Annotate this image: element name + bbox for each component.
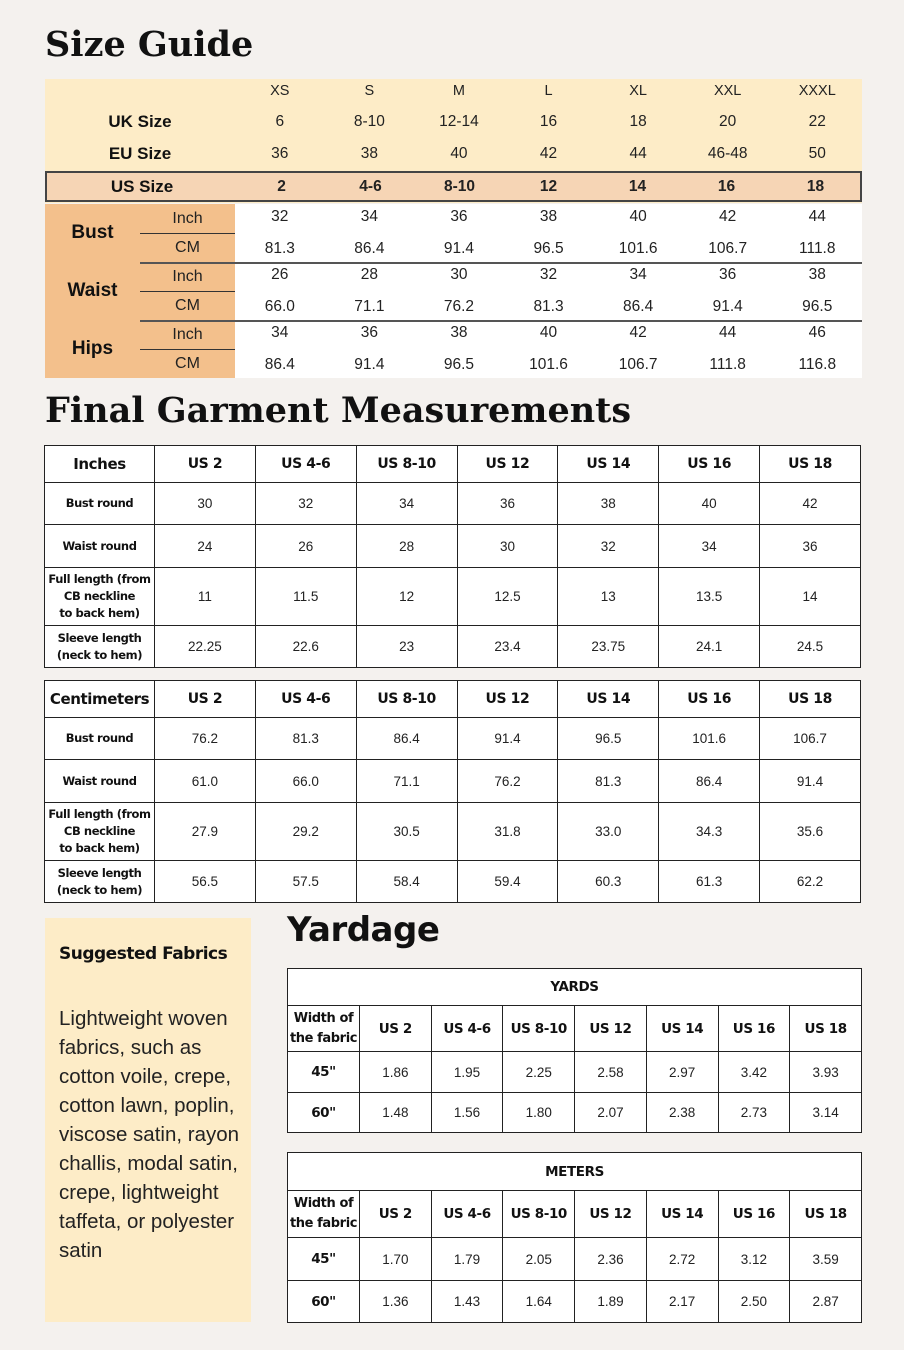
table-cell: 30 bbox=[155, 483, 256, 525]
size-header: US 8-10 bbox=[356, 681, 457, 718]
value-cell: 42 bbox=[719, 208, 737, 225]
table-cell: 24.5 bbox=[760, 626, 861, 668]
row-label-line: CB neckline bbox=[63, 824, 136, 838]
table-cell: 30.5 bbox=[356, 803, 457, 861]
value-cell: 34 bbox=[271, 324, 289, 341]
value-cell: 36 bbox=[719, 266, 737, 283]
table-cell: 26 bbox=[255, 525, 356, 568]
value-cell: 44 bbox=[808, 208, 826, 225]
table-cell: 32 bbox=[255, 483, 356, 525]
size-header: US 12 bbox=[575, 1191, 647, 1238]
table-cell: 66.0 bbox=[255, 760, 356, 803]
hips-group bbox=[45, 320, 862, 378]
table-cell: 1.43 bbox=[431, 1281, 503, 1323]
table-row bbox=[45, 718, 861, 760]
size-cell: 16 bbox=[539, 113, 558, 130]
table-cell: 2.25 bbox=[503, 1052, 575, 1093]
row-label-line: (neck to hem) bbox=[56, 647, 143, 662]
table-cell: 1.80 bbox=[503, 1093, 575, 1133]
row-label bbox=[45, 861, 155, 903]
inch-label: Inch bbox=[172, 326, 203, 343]
size-header: US 4-6 bbox=[431, 1191, 503, 1238]
table-cell: 22.6 bbox=[255, 626, 356, 668]
table-cell: 33.0 bbox=[558, 803, 659, 861]
table-cell: 30 bbox=[457, 525, 558, 568]
suggested-fabrics-title: Suggested Fabrics bbox=[59, 944, 228, 964]
value-cell: 44 bbox=[719, 324, 737, 341]
table-cell: 27.9 bbox=[155, 803, 256, 861]
size-header: US 2 bbox=[155, 446, 256, 483]
row-label-line: (neck to hem) bbox=[56, 882, 143, 897]
size-cell: 12 bbox=[539, 178, 558, 195]
size-cell: 44 bbox=[629, 145, 647, 162]
value-cell: 96.5 bbox=[443, 356, 475, 373]
waist-group bbox=[45, 262, 862, 320]
table-cell: 1.36 bbox=[360, 1281, 432, 1323]
size-header: US 18 bbox=[760, 446, 861, 483]
table-row bbox=[288, 1052, 862, 1093]
value-cell: 111.8 bbox=[799, 240, 836, 257]
value-cell: 38 bbox=[450, 324, 468, 341]
eu-size-label: EU Size bbox=[108, 144, 172, 163]
size-header: US 4-6 bbox=[255, 446, 356, 483]
value-cell: 111.8 bbox=[709, 356, 746, 373]
table-caption-row bbox=[288, 1153, 862, 1191]
row-label bbox=[45, 626, 155, 668]
uk-size-label: UK Size bbox=[108, 112, 172, 131]
table-cell: 34.3 bbox=[659, 803, 760, 861]
size-header: US 14 bbox=[646, 1006, 718, 1052]
size-header: US 18 bbox=[790, 1191, 862, 1238]
table-cell: 23.75 bbox=[558, 626, 659, 668]
table-cell: 81.3 bbox=[255, 718, 356, 760]
value-cell: 106.7 bbox=[618, 356, 658, 373]
table-caption-row bbox=[288, 969, 862, 1006]
value-cell: 116.8 bbox=[798, 356, 837, 373]
value-cell: 86.4 bbox=[623, 298, 654, 315]
row-label-line: to back hem) bbox=[59, 841, 140, 855]
row-label: 45" bbox=[288, 1238, 360, 1281]
row-label: Waist round bbox=[45, 525, 155, 568]
table-cell: 13.5 bbox=[659, 568, 760, 626]
table-cell: 2.38 bbox=[646, 1093, 718, 1133]
table-row bbox=[45, 525, 861, 568]
size-header: US 18 bbox=[790, 1006, 862, 1052]
table-cell: 2.97 bbox=[646, 1052, 718, 1093]
hips-inch-row bbox=[235, 320, 862, 349]
size-cell: XXXL bbox=[798, 83, 836, 99]
size-cell: 36 bbox=[271, 145, 289, 162]
table-cell: 40 bbox=[659, 483, 760, 525]
value-cell: 66.0 bbox=[264, 298, 295, 315]
size-header: US 2 bbox=[360, 1006, 432, 1052]
table-cell: 36 bbox=[457, 483, 558, 525]
row-label bbox=[45, 568, 155, 626]
row-label-line: CB neckline bbox=[63, 589, 136, 603]
table-cell: 38 bbox=[558, 483, 659, 525]
size-cell: XL bbox=[629, 83, 647, 99]
value-cell: 28 bbox=[360, 266, 378, 283]
bust-group bbox=[45, 204, 862, 262]
size-cell: 12-14 bbox=[439, 113, 479, 130]
inch-label: Inch bbox=[172, 268, 203, 285]
table-cell: 3.12 bbox=[718, 1238, 790, 1281]
hips-cm-row bbox=[235, 349, 862, 378]
value-cell: 36 bbox=[360, 324, 378, 341]
size-header: US 14 bbox=[558, 681, 659, 718]
table-cell: 2.36 bbox=[575, 1238, 647, 1281]
value-cell: 38 bbox=[808, 266, 826, 283]
table-cell: 1.70 bbox=[360, 1238, 432, 1281]
size-header: US 4-6 bbox=[431, 1006, 503, 1052]
table-header-row bbox=[288, 1006, 862, 1052]
table-cell: 1.86 bbox=[360, 1052, 432, 1093]
table-cell: 28 bbox=[356, 525, 457, 568]
size-cell: 22 bbox=[808, 113, 826, 130]
size-cell: 4-6 bbox=[359, 178, 382, 195]
table-cell: 76.2 bbox=[155, 718, 256, 760]
table-cell: 24 bbox=[155, 525, 256, 568]
table-cell: 12.5 bbox=[457, 568, 558, 626]
value-cell: 81.3 bbox=[533, 298, 564, 315]
table-cell: 58.4 bbox=[356, 861, 457, 903]
value-cell: 91.4 bbox=[354, 356, 385, 373]
value-cell: 81.3 bbox=[264, 240, 295, 257]
uk-size-row bbox=[45, 106, 862, 137]
table-cell: 106.7 bbox=[760, 718, 861, 760]
table-row bbox=[45, 483, 861, 525]
value-cell: 96.5 bbox=[533, 240, 564, 257]
size-header: US 14 bbox=[646, 1191, 718, 1238]
value-cell: 76.2 bbox=[443, 298, 475, 315]
value-cell: 91.4 bbox=[443, 240, 475, 257]
table-cell: 2.72 bbox=[646, 1238, 718, 1281]
value-cell: 106.7 bbox=[708, 240, 748, 257]
table-cell: 91.4 bbox=[760, 760, 861, 803]
row-label: 60" bbox=[288, 1093, 360, 1133]
garment-centimeters-table bbox=[44, 680, 861, 903]
value-cell: 86.4 bbox=[354, 240, 385, 257]
yardage-title: Yardage bbox=[287, 910, 440, 950]
row-label bbox=[45, 803, 155, 861]
table-cell: 1.48 bbox=[360, 1093, 432, 1133]
table-row bbox=[45, 803, 861, 861]
size-cell: 8-10 bbox=[443, 178, 476, 195]
suggested-fabrics-text: Lightweight woven fabrics, such as cotton voile, crepe, cotton lawn, poplin, viscose satin, rayon challis, modal satin, crepe, lightweight taffeta, or polyester satin bbox=[59, 1007, 240, 1262]
size-cell: 50 bbox=[808, 145, 826, 162]
cm-label: CM bbox=[175, 297, 200, 314]
size-header: US 16 bbox=[659, 681, 760, 718]
size-cell: 46-48 bbox=[707, 145, 748, 162]
table-row bbox=[45, 861, 861, 903]
table-cell: 1.79 bbox=[431, 1238, 503, 1281]
value-cell: 96.5 bbox=[802, 298, 833, 315]
table-cell: 62.2 bbox=[760, 861, 861, 903]
table-cell: 34 bbox=[356, 483, 457, 525]
table-cell: 2.17 bbox=[646, 1281, 718, 1323]
table-cell: 81.3 bbox=[558, 760, 659, 803]
value-cell: 38 bbox=[539, 208, 558, 225]
size-header: US 12 bbox=[575, 1006, 647, 1052]
table-cell: 61.3 bbox=[659, 861, 760, 903]
table-cell: 56.5 bbox=[155, 861, 256, 903]
eu-size-row bbox=[45, 138, 862, 169]
hips-label: Hips bbox=[45, 320, 140, 378]
size-header: US 4-6 bbox=[255, 681, 356, 718]
size-cell: 6 bbox=[275, 113, 285, 130]
value-cell: 34 bbox=[629, 266, 647, 283]
table-header-row bbox=[45, 681, 861, 718]
size-guide-title: Size Guide bbox=[45, 24, 254, 65]
garment-measurements-title: Final Garment Measurements bbox=[45, 390, 632, 431]
cm-label: CM bbox=[175, 239, 200, 256]
table-header-row bbox=[288, 1191, 862, 1238]
table-cell: 12 bbox=[356, 568, 457, 626]
table-cell: 1.89 bbox=[575, 1281, 647, 1323]
table-cell: 1.95 bbox=[431, 1052, 503, 1093]
row-label: Bust round bbox=[45, 483, 155, 525]
row-label: 60" bbox=[288, 1281, 360, 1323]
table-cell: 101.6 bbox=[659, 718, 760, 760]
value-cell: 101.6 bbox=[618, 240, 658, 257]
size-cell: S bbox=[364, 83, 375, 99]
table-row bbox=[45, 760, 861, 803]
size-cell: 14 bbox=[628, 178, 647, 195]
table-cell: 1.64 bbox=[503, 1281, 575, 1323]
table-cell: 14 bbox=[760, 568, 861, 626]
table-cell: 32 bbox=[558, 525, 659, 568]
value-cell: 26 bbox=[271, 266, 289, 283]
row-label: 45" bbox=[288, 1052, 360, 1093]
table-cell: 2.50 bbox=[718, 1281, 790, 1323]
table-corner-label: Inches bbox=[45, 446, 155, 483]
bust-inch-row bbox=[235, 204, 862, 233]
table-cell: 22.25 bbox=[155, 626, 256, 668]
size-cell: 38 bbox=[360, 145, 378, 162]
yardage-yards-table bbox=[287, 968, 862, 1133]
row-label-line: Full length (from bbox=[48, 807, 151, 821]
size-cell: XS bbox=[270, 83, 290, 99]
row-label-line: Sleeve length bbox=[57, 630, 142, 645]
size-header: US 8-10 bbox=[503, 1006, 575, 1052]
waist-cm-row bbox=[235, 291, 862, 320]
value-cell: 34 bbox=[360, 208, 378, 225]
value-cell: 86.4 bbox=[264, 356, 295, 373]
table-row bbox=[288, 1281, 862, 1323]
table-cell: 57.5 bbox=[255, 861, 356, 903]
value-cell: 42 bbox=[629, 324, 647, 341]
width-label bbox=[288, 1191, 360, 1238]
size-header: US 8-10 bbox=[356, 446, 457, 483]
size-header: US 12 bbox=[457, 681, 558, 718]
table-cell: 35.6 bbox=[760, 803, 861, 861]
width-label-line: Width of bbox=[293, 1010, 354, 1026]
width-label-line: the fabric bbox=[289, 1030, 358, 1046]
table-row bbox=[45, 626, 861, 668]
table-row bbox=[45, 568, 861, 626]
size-cell: 40 bbox=[450, 145, 468, 162]
size-guide-table bbox=[45, 79, 862, 378]
table-cell: 2.05 bbox=[503, 1238, 575, 1281]
width-label bbox=[288, 1006, 360, 1052]
table-cell: 91.4 bbox=[457, 718, 558, 760]
size-cell: 18 bbox=[629, 113, 647, 130]
size-cell: 20 bbox=[719, 113, 737, 130]
table-cell: 86.4 bbox=[356, 718, 457, 760]
table-cell: 11.5 bbox=[255, 568, 356, 626]
suggested-fabrics-panel bbox=[45, 918, 251, 1322]
table-cell: 59.4 bbox=[457, 861, 558, 903]
table-cell: 3.93 bbox=[790, 1052, 862, 1093]
table-corner-label: Centimeters bbox=[45, 681, 155, 718]
size-header: US 16 bbox=[718, 1191, 790, 1238]
size-header: US 16 bbox=[659, 446, 760, 483]
table-cell: 24.1 bbox=[659, 626, 760, 668]
yardage-meters-table bbox=[287, 1152, 862, 1323]
table-cell: 11 bbox=[155, 568, 256, 626]
size-cell: M bbox=[452, 83, 465, 99]
table-cell: 3.14 bbox=[790, 1093, 862, 1133]
size-cell: 18 bbox=[806, 178, 825, 195]
table-cell: 42 bbox=[760, 483, 861, 525]
table-cell: 31.8 bbox=[457, 803, 558, 861]
size-header: US 2 bbox=[360, 1191, 432, 1238]
table-cell: 2.87 bbox=[790, 1281, 862, 1323]
table-cell: 86.4 bbox=[659, 760, 760, 803]
table-caption: METERS bbox=[288, 1153, 862, 1191]
row-label-line: Full length (from bbox=[48, 572, 151, 586]
table-cell: 1.56 bbox=[431, 1093, 503, 1133]
table-cell: 3.42 bbox=[718, 1052, 790, 1093]
size-header: US 8-10 bbox=[503, 1191, 575, 1238]
letter-size-row bbox=[45, 79, 862, 104]
size-header: US 2 bbox=[155, 681, 256, 718]
size-cell: 16 bbox=[717, 178, 736, 195]
row-label-line: to back hem) bbox=[59, 606, 140, 620]
table-cell: 76.2 bbox=[457, 760, 558, 803]
table-cell: 71.1 bbox=[356, 760, 457, 803]
size-cell: L bbox=[544, 83, 553, 99]
size-cell: XXL bbox=[713, 83, 742, 99]
table-cell: 23 bbox=[356, 626, 457, 668]
row-label: Bust round bbox=[45, 718, 155, 760]
inch-label: Inch bbox=[172, 210, 203, 227]
bust-cm-row bbox=[235, 233, 862, 262]
us-size-row bbox=[45, 171, 862, 202]
value-cell: 101.6 bbox=[529, 356, 568, 373]
table-cell: 29.2 bbox=[255, 803, 356, 861]
size-cell: 42 bbox=[539, 145, 558, 162]
us-size-label: US Size bbox=[110, 177, 174, 196]
table-cell: 61.0 bbox=[155, 760, 256, 803]
table-row bbox=[288, 1093, 862, 1133]
value-cell: 32 bbox=[539, 266, 558, 283]
table-cell: 3.59 bbox=[790, 1238, 862, 1281]
size-cell: 2 bbox=[277, 178, 286, 195]
size-cell: 8-10 bbox=[353, 113, 385, 130]
value-cell: 32 bbox=[271, 208, 289, 225]
table-cell: 34 bbox=[659, 525, 760, 568]
size-header: US 14 bbox=[558, 446, 659, 483]
value-cell: 36 bbox=[450, 208, 468, 225]
table-caption: YARDS bbox=[288, 969, 862, 1006]
value-cell: 40 bbox=[629, 208, 647, 225]
table-cell: 36 bbox=[760, 525, 861, 568]
table-cell: 2.73 bbox=[718, 1093, 790, 1133]
bust-label: Bust bbox=[45, 204, 140, 262]
row-label: Waist round bbox=[45, 760, 155, 803]
value-cell: 91.4 bbox=[712, 298, 743, 315]
cm-label: CM bbox=[175, 355, 200, 372]
value-cell: 46 bbox=[808, 324, 826, 341]
table-cell: 2.07 bbox=[575, 1093, 647, 1133]
value-cell: 40 bbox=[539, 324, 558, 341]
size-header: US 12 bbox=[457, 446, 558, 483]
value-cell: 71.1 bbox=[354, 298, 385, 315]
width-label-line: Width of bbox=[293, 1196, 354, 1211]
table-row bbox=[288, 1238, 862, 1281]
table-cell: 23.4 bbox=[457, 626, 558, 668]
table-cell: 2.58 bbox=[575, 1052, 647, 1093]
width-label-line: the fabric bbox=[289, 1216, 358, 1231]
waist-label: Waist bbox=[45, 262, 140, 320]
table-cell: 96.5 bbox=[558, 718, 659, 760]
table-cell: 13 bbox=[558, 568, 659, 626]
row-label-line: Sleeve length bbox=[57, 865, 142, 880]
value-cell: 30 bbox=[450, 266, 468, 283]
garment-inches-table bbox=[44, 445, 861, 668]
waist-inch-row bbox=[235, 262, 862, 291]
table-cell: 60.3 bbox=[558, 861, 659, 903]
table-header-row bbox=[45, 446, 861, 483]
size-header: US 18 bbox=[760, 681, 861, 718]
size-header: US 16 bbox=[718, 1006, 790, 1052]
